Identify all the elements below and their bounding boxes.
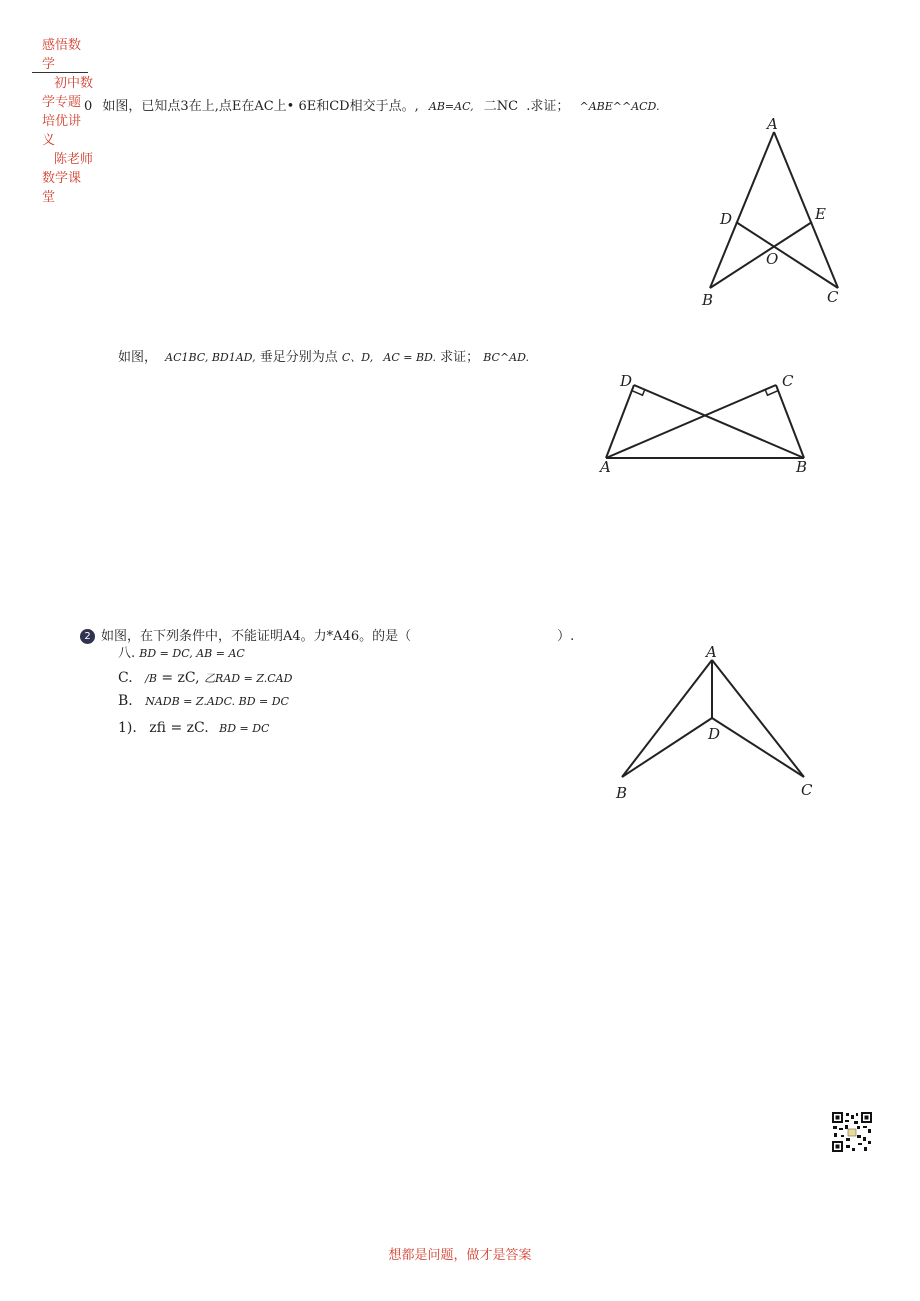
segment-bd (622, 718, 712, 777)
right-angle-mark-d (632, 390, 645, 396)
label-e: E (815, 205, 826, 223)
sidebar-line: 学专题 (42, 95, 82, 110)
sidebar-line: 培优讲 (42, 114, 82, 129)
question-1-prove: .求证； (526, 99, 570, 114)
sidebar-line: 初中数 (54, 76, 94, 91)
label-a: A (600, 458, 611, 476)
label-b: B (702, 291, 714, 309)
question-2-goal: BC^AD. (483, 351, 530, 364)
question-1-stem-b: 6E和CD相交于点。, (298, 99, 419, 114)
sidebar-line: 学 (42, 57, 56, 72)
figure-2-triangles (596, 370, 816, 480)
label-c: C (827, 288, 839, 306)
label-c: C (782, 372, 794, 390)
option-c (118, 670, 292, 686)
option-b-text: NADB = Z.ADC. BD = DC (145, 695, 289, 708)
option-a-text: BD = DC, AB = AC (139, 647, 245, 660)
label-o: O (766, 250, 779, 268)
option-c-text-2: = zC, (161, 670, 200, 686)
question-3-stem-text: 如图，在下列条件中，不能证明A4。力*A46。的是（ (101, 629, 412, 644)
qr-code-image (832, 1112, 872, 1152)
question-3-number-badge: 2 (80, 629, 95, 644)
option-d-text-2: BD = DC (219, 722, 270, 735)
question-3-stem-end: ）. (557, 629, 575, 644)
label-a: A (706, 643, 717, 661)
segment-ac (712, 660, 804, 777)
option-d (118, 720, 269, 736)
segment-cd (736, 222, 838, 288)
sidebar-line: 数学课 (42, 171, 82, 186)
option-d-label: 1). (118, 720, 137, 736)
footer-slogan: 想都是问题，做才是答案 (388, 1248, 532, 1263)
label-d: D (708, 725, 721, 743)
question-1-condition-2: 二NC (483, 99, 519, 114)
question-1-number: 0 (84, 99, 93, 114)
sidebar-brand (42, 36, 102, 207)
label-b: B (796, 458, 808, 476)
segment-be (710, 222, 812, 288)
question-2-points: C、D, (341, 351, 374, 364)
label-c: C (801, 781, 813, 799)
option-d-text-1: zfi = zC. (149, 720, 209, 736)
question-1-goal: ^ABE^^ACD. (579, 100, 660, 113)
option-a (118, 642, 245, 661)
option-a-label: 八. (118, 646, 136, 661)
figure-3-kite (604, 640, 824, 810)
question-2-equation: AC = BD. (383, 351, 436, 364)
option-c-text-1: /B (145, 672, 157, 685)
segment-ac (606, 385, 776, 458)
option-c-text-3: 乙RAD = Z.CAD (204, 672, 293, 685)
question-2-stem-a: 如图， (118, 350, 158, 365)
sidebar-line: 义 (42, 133, 56, 148)
figure-1-triangle (690, 112, 860, 312)
option-c-label: C. (118, 670, 133, 686)
segment-dc (712, 718, 804, 777)
question-2-condition: AC1BC, BD1AD, (165, 351, 256, 364)
segment-db (634, 385, 804, 458)
question-2-prove: 求证； (440, 350, 480, 365)
option-b-label: B. (118, 693, 133, 709)
question-1-stem-a: 如图，已知点3在上,点E在AC上• (102, 99, 295, 114)
question-2-text (118, 346, 529, 365)
sidebar-line: 感悟数 (42, 38, 82, 53)
question-1-condition: AB=AC, (428, 100, 474, 113)
question-1-text (84, 95, 659, 114)
label-d: D (620, 372, 633, 390)
segment-ab (622, 660, 712, 777)
segment-ac (774, 132, 838, 288)
question-2-stem-b: 垂足分别为点 (259, 350, 338, 365)
label-d: D (720, 210, 733, 228)
label-b: B (616, 784, 628, 802)
option-b (118, 693, 289, 709)
sidebar-line: 堂 (42, 190, 56, 205)
right-angle-mark-c (765, 390, 778, 396)
label-a: A (767, 115, 778, 133)
sidebar-line: 陈老师 (54, 152, 94, 167)
